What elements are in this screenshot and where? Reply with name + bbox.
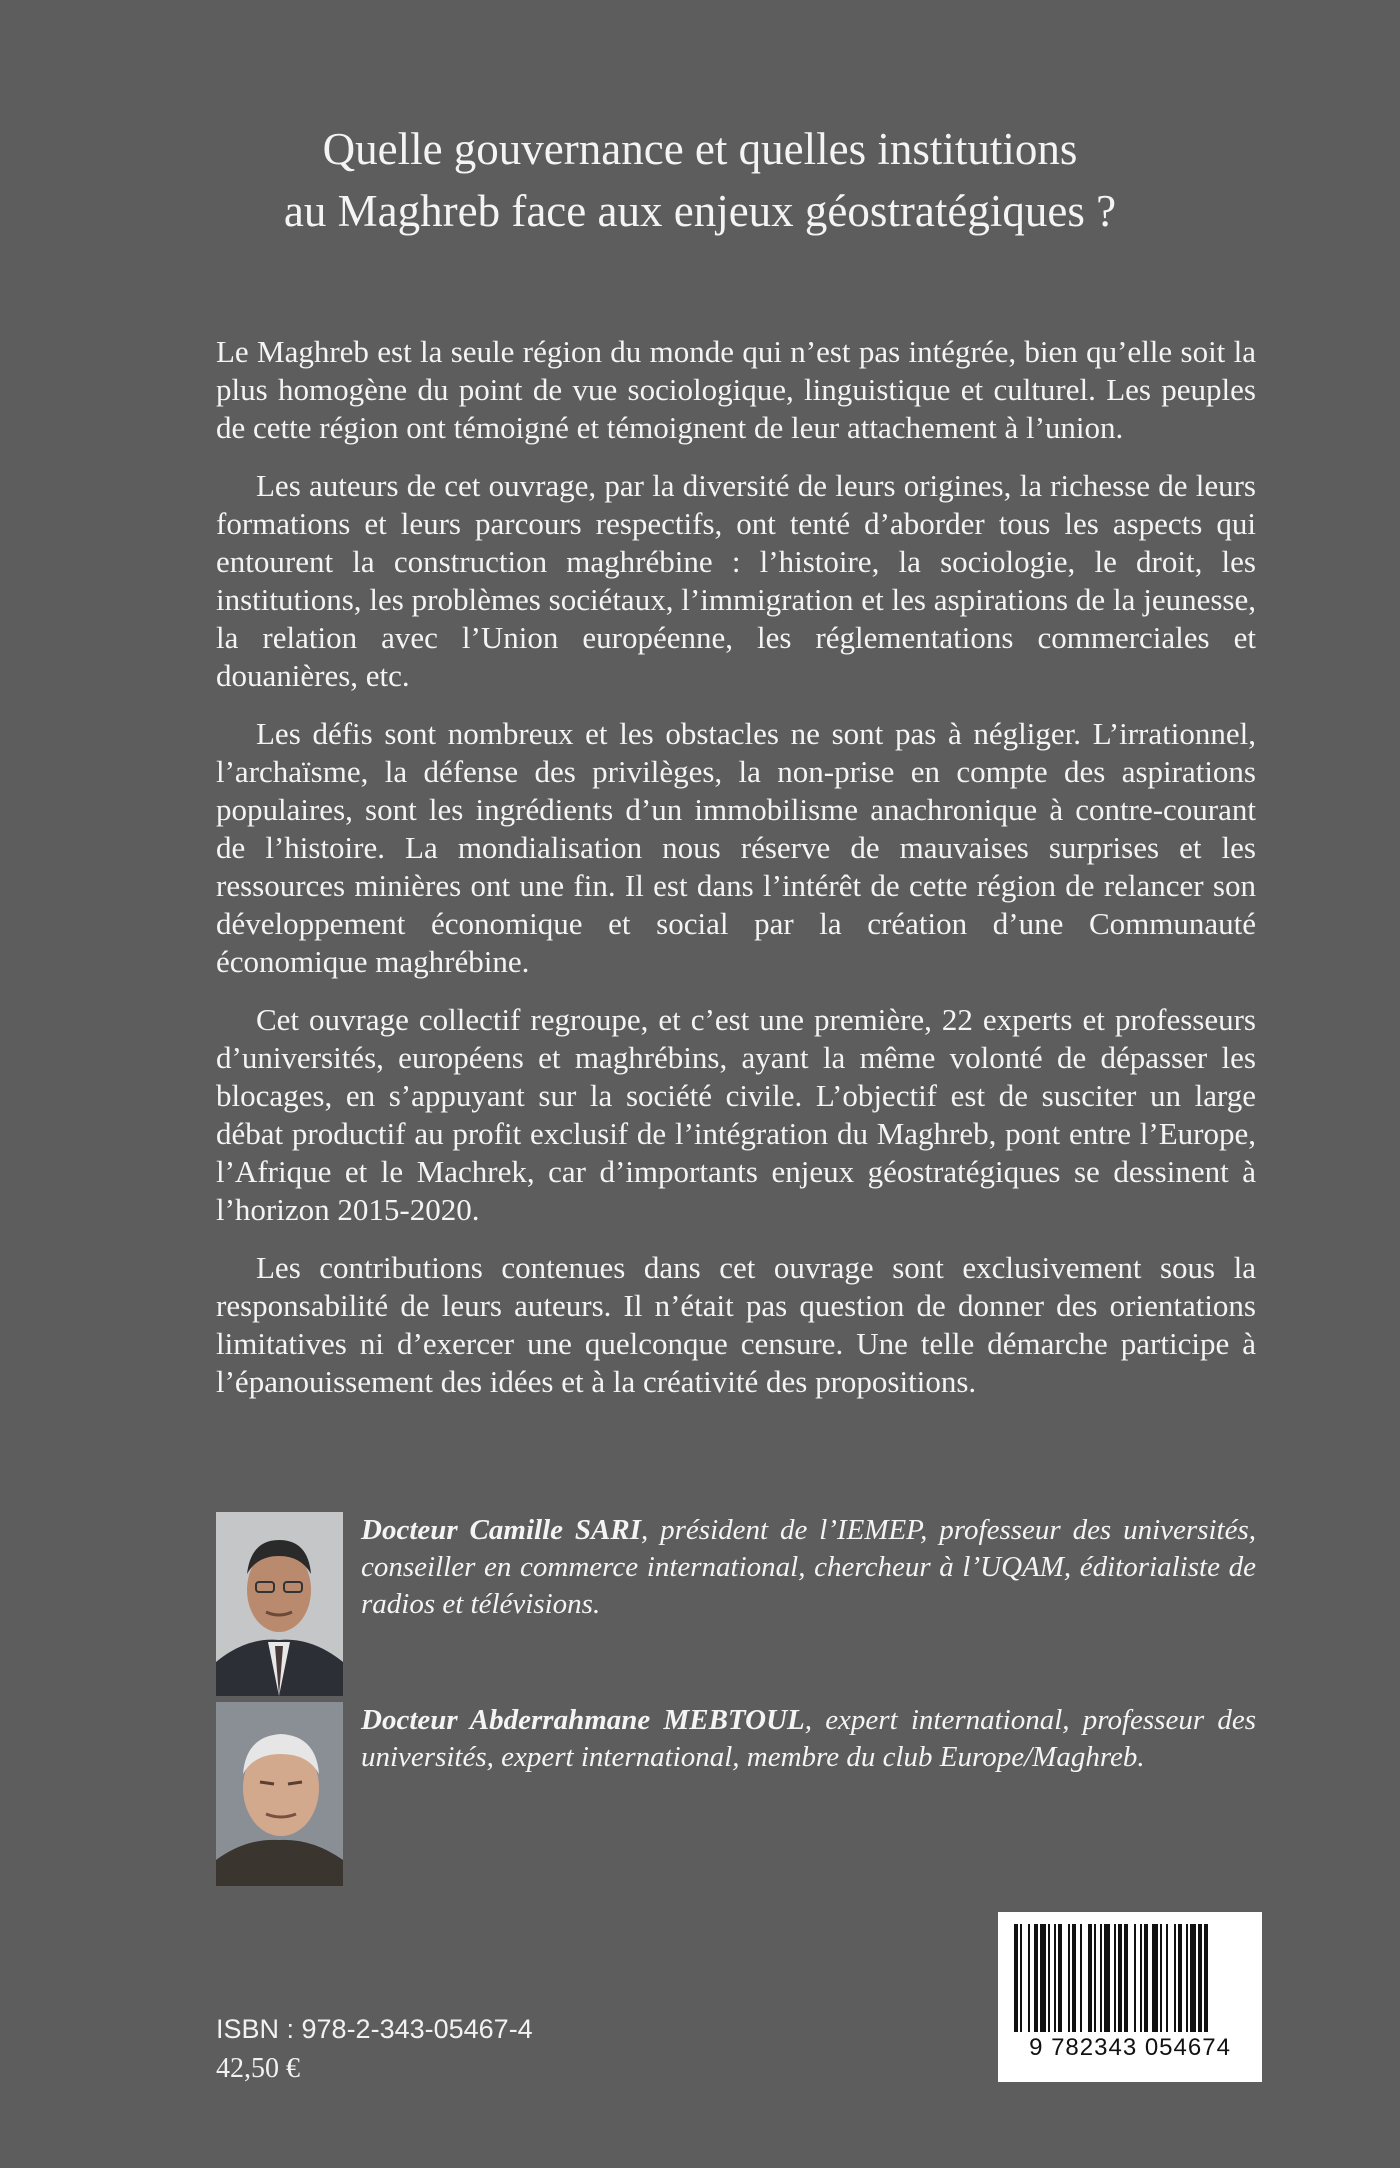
- title-line-1: Quelle gouvernance et quelles institutions: [322, 124, 1078, 174]
- paragraph-1: Le Maghreb est la seule région du monde qui n’est pas intégrée, bien qu’elle soit la plus homogène du point de vue sociologique, linguistique et culturel. Les peuples de cette région ont témoigné et témoignent de leur attachement à l’union.: [216, 334, 1256, 445]
- author-bio: [361, 1702, 1256, 1776]
- isbn: ISBN : 978-2-343-05467-4: [216, 2014, 533, 2044]
- title-line-2: au Maghreb face aux enjeux géostratégiques ?: [283, 186, 1117, 236]
- paragraph-5: Les contributions contenues dans cet ouvrage sont exclusivement sous la responsabilité de leurs auteurs. Il n’était pas question de donner des orientations limitatives ni d’exercer une quelconque censure. Une telle démarche participe à l’épanouissement des idées et à la créativité des propositions.: [216, 1250, 1256, 1399]
- back-cover-summary: [216, 333, 1256, 1421]
- paragraph-4: Cet ouvrage collectif regroupe, et c’est une première, 22 experts et professeurs d’universités, européens et maghrébins, ayant la même volonté de dépasser les blocages, en s’appuyant sur la société civile. L’objectif est de susciter un large débat productif au profit exclusif de l’intégration du Maghreb, pont entre l’Europe, l’Afrique et le Machrek, car d’importants enjeux géostratégiques se dessinent à l’horizon 2015-2020.: [216, 1002, 1256, 1227]
- author-name: Docteur Abderrahmane MEBTOUL: [361, 1704, 805, 1736]
- book-title: [150, 118, 1250, 242]
- price: 42,50 €: [216, 2053, 300, 2084]
- author-camille-sari: [216, 1512, 1256, 1702]
- author-abderrahmane-mebtoul: [216, 1702, 1256, 1892]
- author-name: Docteur Camille SARI: [361, 1514, 641, 1546]
- paragraph-2: Les auteurs de cet ouvrage, par la diversité de leurs origines, la richesse de leurs formations et leurs parcours respectifs, ont tenté d’aborder tous les aspects qui entourent la construction maghrébine : l’histoire, la sociologie, le droit, les institutions, les problèmes sociétaux, l’immigration et les aspirations de la jeunesse, la relation avec l’Union européenne, les réglementations commerciales et douanières, etc.: [216, 468, 1256, 693]
- barcode-bars: [1010, 1924, 1250, 2034]
- paragraph-3: Les défis sont nombreux et les obstacles ne sont pas à négliger. L’irrationnel, l’archaïsme, la défense des privilèges, la non-prise en compte des aspirations populaires, sont les ingrédients d’un immobilisme anachronique à contre-courant de l’histoire. La mondialisation nous réserve de mauvaises surprises et les ressources minières ont une fin. Il est dans l’intérêt de cette région de relancer son développement économique et social par la création d’une Communauté économique maghrébine.: [216, 716, 1256, 979]
- author-bio: [361, 1512, 1256, 1623]
- author-photo: [216, 1702, 343, 1886]
- author-photo: [216, 1512, 343, 1696]
- author-description: , président de l’IEMEP, professeur des universités, conseiller en commerce international, chercheur à l’UQAM, éditorialiste de radios et télévisions.: [361, 1514, 1257, 1620]
- barcode-digits: 9 782343 054674: [1029, 2034, 1231, 2061]
- barcode: [998, 1912, 1262, 2082]
- author-description: , expert international, professeur des universités, expert international, membre du club Europe/Maghreb.: [361, 1704, 1256, 1773]
